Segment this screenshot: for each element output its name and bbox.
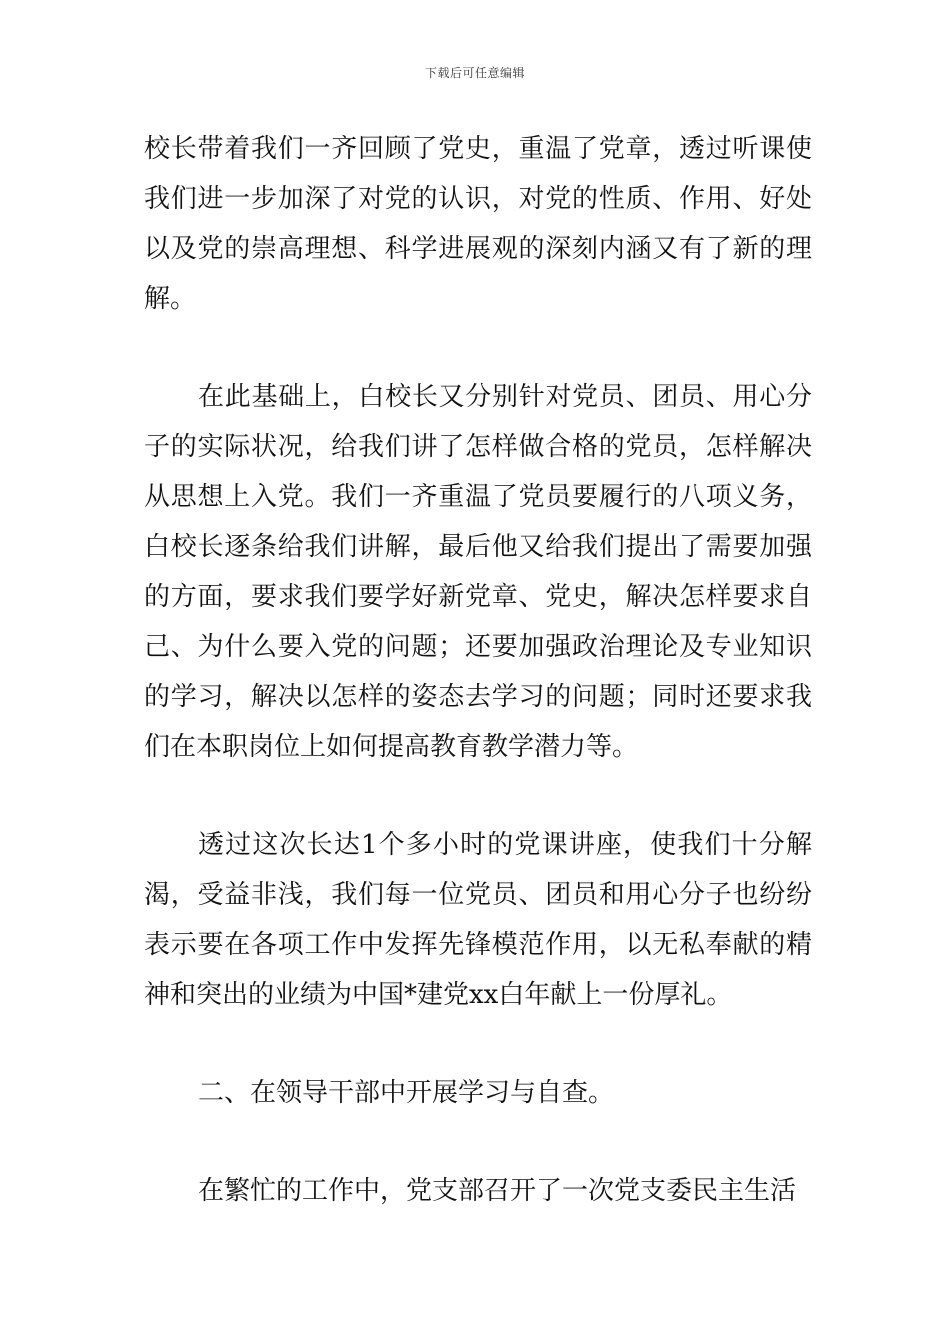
- paragraph-gap: [144, 324, 812, 372]
- paragraph-1: 校长带着我们一齐回顾了党史，重温了党章，透过听课使我们进一步加深了对党的认识，对党的性质、作用、好处以及党的崇高理想、科学进展观的深刻内涵又有了新的理解。: [144, 134, 812, 314]
- document-body: [144, 124, 812, 1216]
- paragraph-gap: [144, 1020, 812, 1068]
- paragraph-3: 透过这次长达1个多小时的党课讲座，使我们十分解渴，受益非浅，我们每一位党员、团员和用心分子也纷纷表示要在各项工作中发挥先锋模范作用，以无私奉献的精神和突出的业绩为中国*建党xx白年献上一份厚礼。: [144, 830, 812, 1010]
- paragraph-gap: [144, 1118, 812, 1166]
- download-note: 下载后可任意编辑: [424, 66, 525, 80]
- paragraph-2: 在此基础上，白校长又分别针对党员、团员、用心分子的实际状况，给我们讲了怎样做合格的党员，怎样解决从思想上入党。我们一齐重温了党员要履行的八项义务，白校长逐条给我们讲解，最后他又给我们提出了需要加强的方面，要求我们要学好新党章、党史，解决怎样要求自己、为什么要入党的问题；还要加强政治理论及专业知识的学习，解决以怎样的姿态去学习的问题；同时还要求我们在本职岗位上如何提高教育教学潜力等。: [144, 382, 812, 762]
- paragraph-gap: [144, 772, 812, 820]
- section-heading: 二、在领导干部中开展学习与自查。: [198, 1078, 615, 1108]
- paragraph-5: 在繁忙的工作中，党支部召开了一次党支委民主生活: [198, 1176, 797, 1206]
